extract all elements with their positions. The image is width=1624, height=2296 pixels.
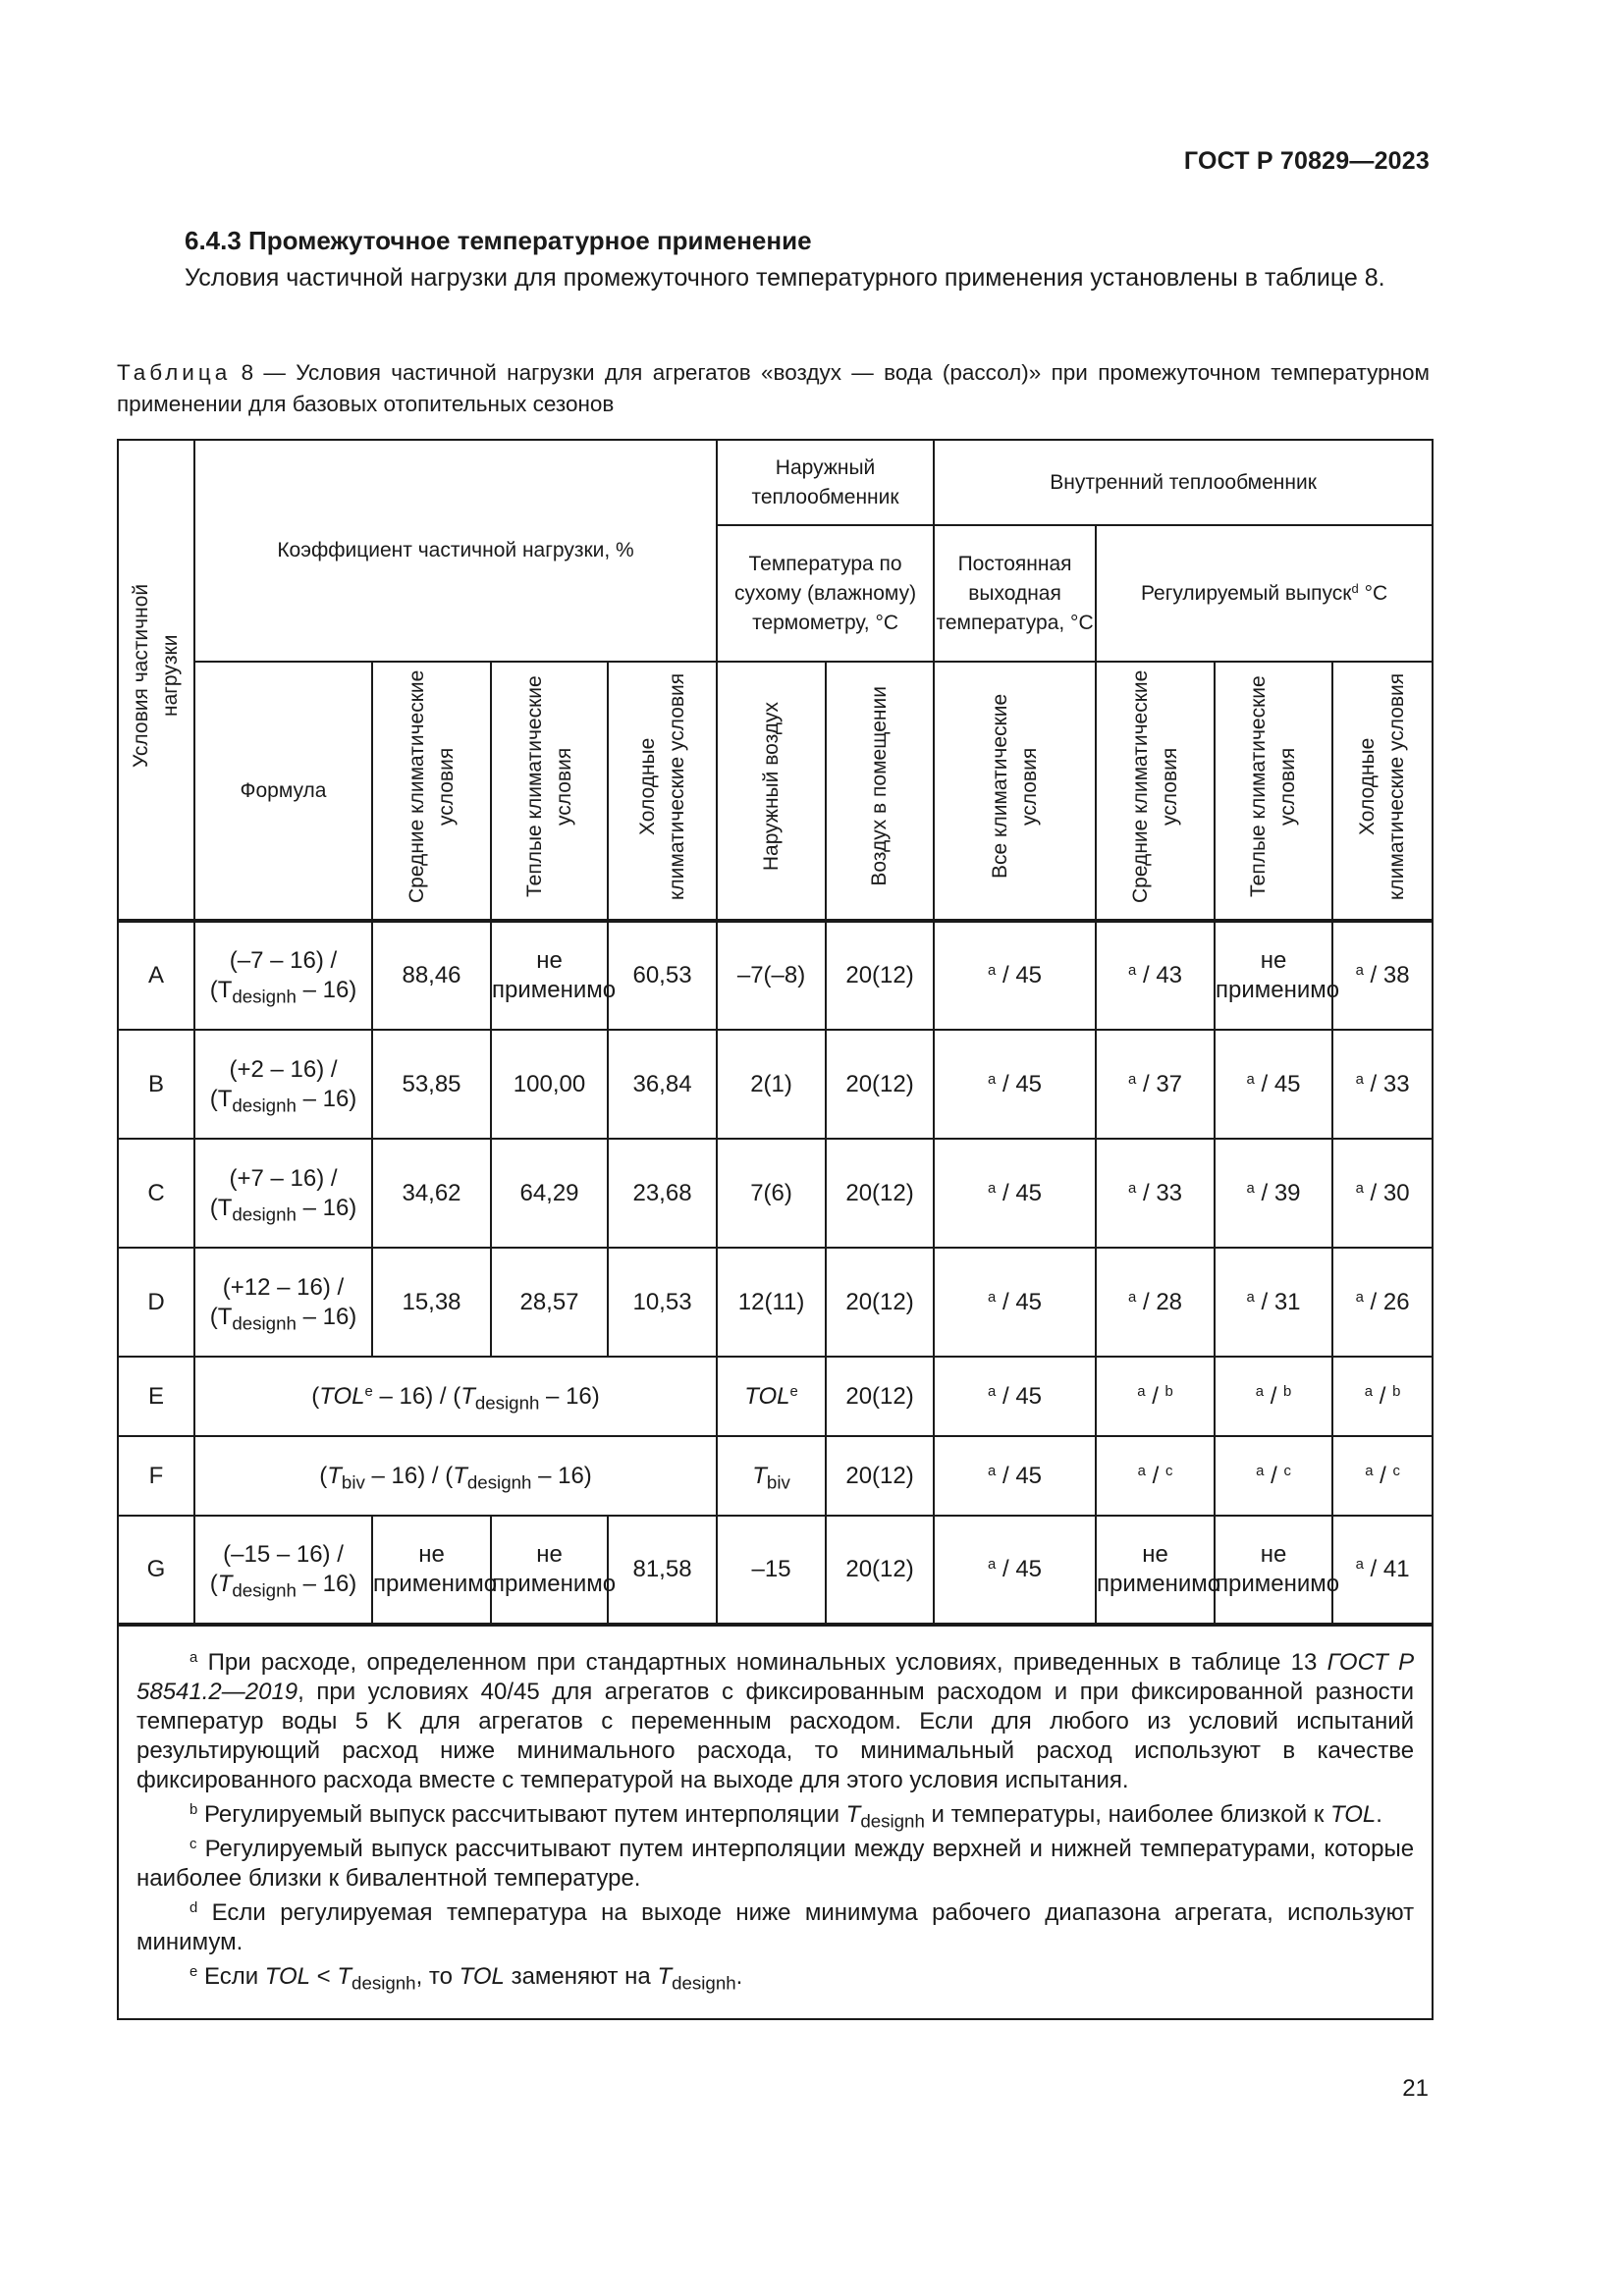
table-row: [118, 1030, 1433, 1139]
cell-warm: не применимо: [491, 921, 608, 1030]
cell-reg-warm: $^a$ / 39: [1215, 1139, 1332, 1248]
table-row: [118, 1139, 1433, 1248]
cell-indoor-air: 20(12): [826, 921, 934, 1030]
cell-all-climates: $^a$ / 45: [934, 1516, 1096, 1625]
header-indoor-hx: Внутренний теплообменник: [934, 440, 1433, 525]
table-row: [118, 1436, 1433, 1516]
cell-reg-average: $^a$ / 43: [1096, 921, 1215, 1030]
table-row: [118, 921, 1433, 1030]
header-all-climates: Все климатические условия: [934, 662, 1096, 921]
cell-indoor-air: 20(12): [826, 1139, 934, 1248]
cell-reg-average: $^a$ / 28: [1096, 1248, 1215, 1357]
cell-indoor-air: 20(12): [826, 1516, 934, 1625]
header-outdoor-hx: Наружный теплообменник: [717, 440, 934, 525]
footnote-d: $^d$ Если регулируемая температура на выходе ниже минимума рабочего диапазона агрегата, используют минимум.: [136, 1899, 1415, 1955]
cell-reg-warm: не применимо: [1215, 921, 1332, 1030]
header-fixed-outlet: Постоянная выходная температура, °C: [934, 525, 1096, 662]
cell-all-climates: $^a$ / 45: [934, 1436, 1096, 1516]
cell-condition: C: [118, 1139, 194, 1248]
table-caption: [117, 357, 1430, 420]
cell-reg-cold: $^a$ / $^c$: [1332, 1436, 1433, 1516]
header-cold-climate-2: Холодные климатические условия: [1332, 662, 1433, 921]
table-footnotes: [118, 1625, 1433, 2019]
cell-reg-average: $^a$ / 37: [1096, 1030, 1215, 1139]
table-row: [118, 1516, 1433, 1625]
header-cold-climate: Холодные климатические условия: [608, 662, 717, 921]
header-average-climate: Средние климатические условия: [372, 662, 491, 921]
cell-reg-cold: $^a$ / 38: [1332, 921, 1433, 1030]
cell-formula: (+12 – 16) / $(T_{designh} - 16)$: [194, 1248, 372, 1357]
table-row: [118, 1248, 1433, 1357]
cell-warm: не применимо: [491, 1516, 608, 1625]
header-warm-climate-2: Теплые климатические условия: [1215, 662, 1332, 921]
cell-indoor-air: 20(12): [826, 1248, 934, 1357]
cell-outdoor-air: TOL$^e$: [717, 1357, 826, 1436]
cell-average: 53,85: [372, 1030, 491, 1139]
cell-indoor-air: 20(12): [826, 1357, 934, 1436]
cell-reg-warm: не применимо: [1215, 1516, 1332, 1625]
cell-outdoor-air: –7(–8): [717, 921, 826, 1030]
header-coefficient: Коэффициент частичной нагрузки, %: [194, 440, 717, 662]
cell-all-climates: $^a$ / 45: [934, 1248, 1096, 1357]
header-outdoor-air: Наружный воздух: [717, 662, 826, 921]
cell-average: 34,62: [372, 1139, 491, 1248]
cell-reg-warm: $^a$ / 31: [1215, 1248, 1332, 1357]
cell-condition: B: [118, 1030, 194, 1139]
header-formula: Формула: [194, 662, 372, 921]
footnote-e: $^e$ Если TOL < $T_{designh}$, то TOL заменяют на $T_{designh}$.: [189, 1963, 743, 1994]
cell-all-climates: $^a$ / 45: [934, 1357, 1096, 1436]
cell-reg-average: $^a$ / $^c$: [1096, 1436, 1215, 1516]
cell-outdoor-air: 7(6): [717, 1139, 826, 1248]
cell-condition: E: [118, 1357, 194, 1436]
cell-reg-average: не применимо: [1096, 1516, 1215, 1625]
cell-cold: 23,68: [608, 1139, 717, 1248]
cell-indoor-air: 20(12): [826, 1030, 934, 1139]
cell-reg-cold: $^a$ / 30: [1332, 1139, 1433, 1248]
cell-outdoor-air: 2(1): [717, 1030, 826, 1139]
header-conditions: Условия частичной нагрузки: [118, 440, 194, 921]
cell-cold: 81,58: [608, 1516, 717, 1625]
footnote-a: $^a$ При расходе, определенном при стандартных номинальных условиях, приведенных в таблице 13 ГОСТ Р 58541.2—2019, при условиях 40/45 для агрегатов с фиксированным расходом и при фиксированной разности температур воды 5 K для агрегатов с переменным расходом. Если для любого из условий испытаний результирующий расход ниже минимального расхода, то минимальный расход используют в качестве фиксированного расхода вместе с температурой на выходе для этого условия испытания.: [136, 1649, 1415, 1793]
cell-reg-cold: $^a$ / $^b$: [1332, 1357, 1433, 1436]
cell-formula: $(T_{biv} - 16) / (T_{designh} - 16)$: [194, 1436, 717, 1516]
cell-formula: (–15 – 16) / $(T_{designh} - 16)$: [194, 1516, 372, 1625]
cell-reg-cold: $^a$ / 41: [1332, 1516, 1433, 1625]
cell-reg-warm: $^a$ / 45: [1215, 1030, 1332, 1139]
header-variable-outlet: Регулируемый выпуск$^d$ °C: [1096, 525, 1433, 662]
section-heading: 6.4.3 Промежуточное температурное применение: [185, 226, 812, 255]
cell-all-climates: $^a$ / 45: [934, 1030, 1096, 1139]
cell-cold: 60,53: [608, 921, 717, 1030]
header-dry-bulb: Температура по сухому (влажному) термометру, °C: [717, 525, 934, 662]
cell-outdoor-air: –15: [717, 1516, 826, 1625]
cell-average: 15,38: [372, 1248, 491, 1357]
cell-condition: F: [118, 1436, 194, 1516]
cell-outdoor-air: 12(11): [717, 1248, 826, 1357]
cell-condition: G: [118, 1516, 194, 1625]
cell-reg-average: $^a$ / 33: [1096, 1139, 1215, 1248]
header-warm-climate: Теплые климатические условия: [491, 662, 608, 921]
footnote-b: $^b$ Регулируемый выпуск рассчитывают путем интерполяции $T_{designh}$ и температуры, наиболее близкой к TOL.: [189, 1801, 1382, 1832]
intro-paragraph: Условия частичной нагрузки для промежуточного температурного применения установлены в таблице 8.: [185, 264, 1385, 292]
cell-reg-average: $^a$ / $^b$: [1096, 1357, 1215, 1436]
cell-formula: (–7 – 16) / $(T_{designh} - 16)$: [194, 921, 372, 1030]
cell-reg-cold: $^a$ / 26: [1332, 1248, 1433, 1357]
header-average-climate-2: Средние климатические условия: [1096, 662, 1215, 921]
header-indoor-air: Воздух в помещении: [826, 662, 934, 921]
cell-warm: 100,00: [491, 1030, 608, 1139]
partial-load-table: [117, 439, 1434, 2020]
cell-condition: A: [118, 921, 194, 1030]
cell-warm: 28,57: [491, 1248, 608, 1357]
page-number: 21: [1402, 2075, 1429, 2102]
cell-condition: D: [118, 1248, 194, 1357]
cell-all-climates: $^a$ / 45: [934, 921, 1096, 1030]
cell-average: не применимо: [372, 1516, 491, 1625]
footnote-c: $^c$ Регулируемый выпуск рассчитывают путем интерполяции между верхней и нижней температурами, которые наиболее близки к бивалентной температуре.: [136, 1836, 1415, 1892]
cell-formula: (+2 – 16) / $(T_{designh} - 16)$: [194, 1030, 372, 1139]
cell-formula: (+7 – 16) / $(T_{designh} - 16)$: [194, 1139, 372, 1248]
cell-reg-warm: $^a$ / $^c$: [1215, 1436, 1332, 1516]
cell-formula: $(TOL^e - 16) / (T_{designh} - 16)$: [194, 1357, 717, 1436]
cell-reg-cold: $^a$ / 33: [1332, 1030, 1433, 1139]
caption-text: 8 — Условия частичной нагрузки для агрегатов «воздух — вода (рассол)» при промежуточном температурном применении для базовых отопительных сезонов: [117, 360, 1430, 416]
cell-warm: 64,29: [491, 1139, 608, 1248]
cell-average: 88,46: [372, 921, 491, 1030]
cell-cold: 36,84: [608, 1030, 717, 1139]
cell-outdoor-air: $T_{biv}$: [717, 1436, 826, 1516]
caption-label: Таблица: [117, 360, 232, 385]
cell-cold: 10,53: [608, 1248, 717, 1357]
cell-reg-warm: $^a$ / $^b$: [1215, 1357, 1332, 1436]
document-code: ГОСТ Р 70829—2023: [1183, 147, 1430, 175]
footnotes-row: [118, 1625, 1433, 2019]
cell-all-climates: $^a$ / 45: [934, 1139, 1096, 1248]
table-row: [118, 1357, 1433, 1436]
cell-indoor-air: 20(12): [826, 1436, 934, 1516]
